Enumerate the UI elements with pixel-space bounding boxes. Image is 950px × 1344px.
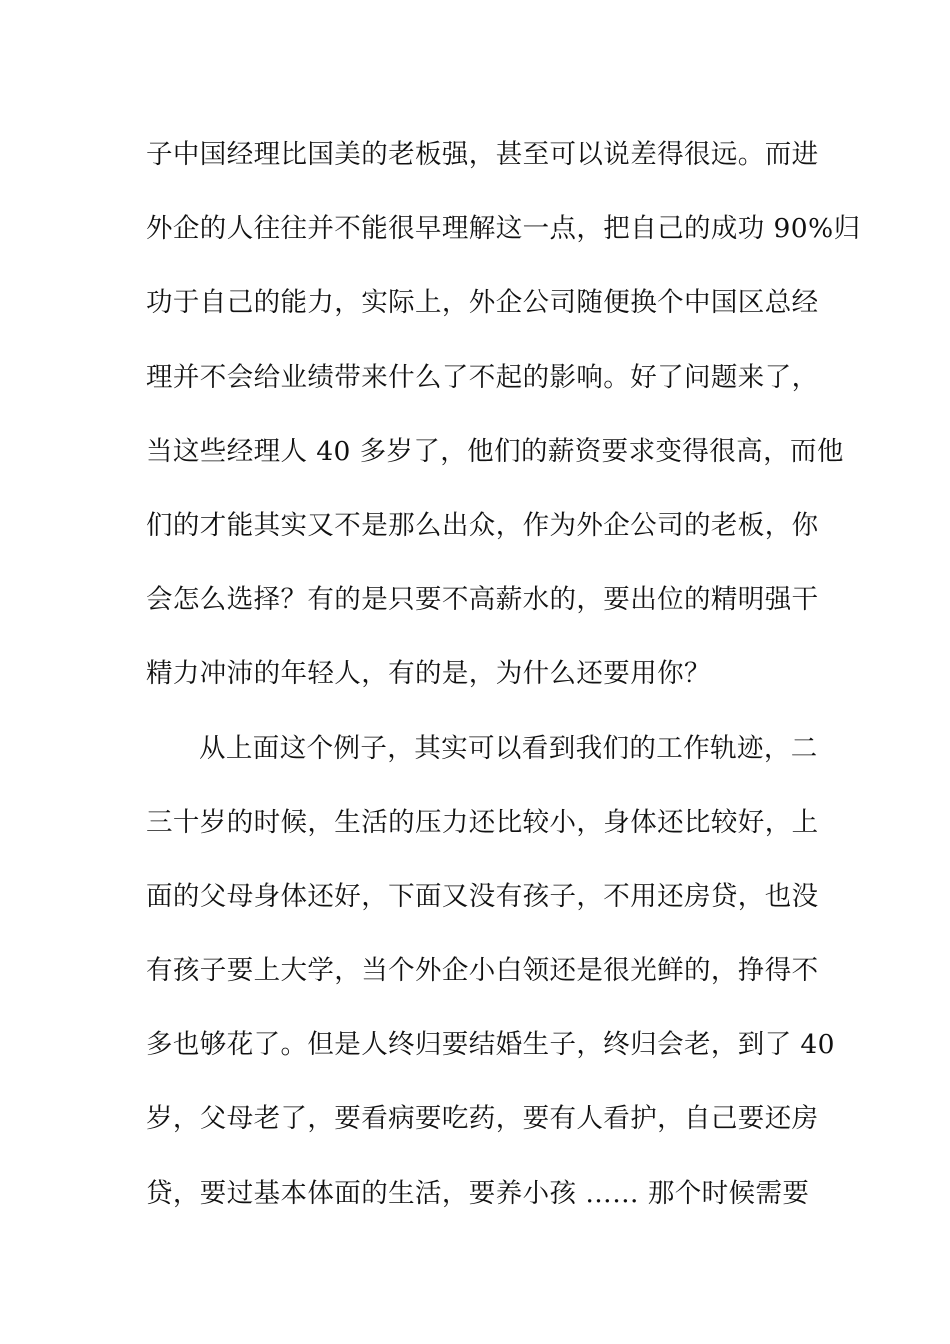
text-line: 三十岁的时候，生活的压力还比较小，身体还比较好，上 [146, 806, 819, 838]
text-line: 贷，要过基本体面的生活，要养小孩 …… 那个时候需要 [146, 1177, 810, 1209]
text-line: 外企的人往往并不能很早理解这一点，把自己的成功 90%归 [146, 213, 861, 245]
text-line: 功于自己的能力，实际上，外企公司随便换个中国区总经 [146, 287, 819, 319]
text-line: 当这些经理人 40 多岁了，他们的薪资要求变得很高，而他 [146, 435, 844, 467]
text-line: 面的父母身体还好，下面又没有孩子，不用还房贷，也没 [146, 880, 819, 912]
text-line: 有孩子要上大学，当个外企小白领还是很光鲜的，挣得不 [146, 955, 819, 987]
text-line: 多也够花了。但是人终归要结婚生子，终归会老，到了 40 [146, 1029, 835, 1061]
body-text [146, 128, 861, 1241]
text-line: 理并不会给业绩带来什么了不起的影响。好了问题来了， [146, 361, 819, 393]
text-line: 子中国经理比国美的老板强，甚至可以说差得很远。而进 [146, 139, 819, 170]
text-line: 岁，父母老了，要看病要吃药，要有人看护，自己要还房 [146, 1103, 819, 1135]
text-line: 会怎么选择？有的是只要不高薪水的，要出位的精明强干 [146, 584, 819, 616]
text-line: 精力冲沛的年轻人，有的是，为什么还要用你？ [146, 658, 711, 690]
text-line: 们的才能其实又不是那么出众，作为外企公司的老板，你 [146, 509, 819, 541]
paragraph-start-line: 从上面这个例子，其实可以看到我们的工作轨迹，二 [199, 732, 818, 764]
